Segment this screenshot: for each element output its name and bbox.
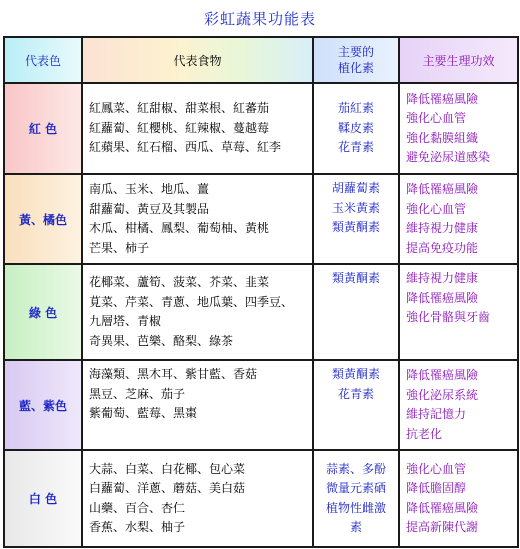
phytochemical-cell <box>313 83 399 174</box>
phytochemical-cell <box>313 360 399 450</box>
phytochemical-line: 胡蘿蔔素 <box>331 181 380 195</box>
function-line: 強化心血管 <box>406 111 467 125</box>
header-food: 代表食物 <box>82 37 313 83</box>
table-row <box>4 264 518 360</box>
function-line: 抗老化 <box>406 426 443 441</box>
phytochemical-cell <box>313 264 399 360</box>
color-name: 藍、紫色 <box>4 360 82 450</box>
food-line: 芒果、柿子 <box>89 240 150 255</box>
page-title: 彩虹蔬果功能表 <box>203 9 316 28</box>
food-line: 南瓜、玉米、地瓜、薑 <box>89 182 210 196</box>
food-cell <box>82 264 313 360</box>
function-line: 降低罹癌風險 <box>406 182 479 196</box>
function-line: 強化骨骼與牙齒 <box>406 310 491 324</box>
color-name: 白 色 <box>4 450 82 547</box>
food-cell <box>82 83 313 174</box>
food-line: 紅蘿蔔、紅櫻桃、紅辣椒、蔓越莓 <box>89 120 270 135</box>
phytochemical-line: 微量元素硒 <box>325 481 386 495</box>
phytochemical-line: 玉米黃素 <box>331 200 380 215</box>
function-cell <box>399 264 518 360</box>
function-line: 降低罹癌風險 <box>406 91 479 106</box>
phytochemical-cell <box>313 174 399 264</box>
function-line: 提高新陳代謝 <box>406 520 479 534</box>
function-line: 降低罹癌風險 <box>406 368 479 382</box>
header-function: 主要生理功效 <box>399 37 518 83</box>
table-row <box>4 360 518 450</box>
phytochemical-line: 素 <box>349 520 362 534</box>
food-line: 紅鳳菜、紅甜椒、甜菜根、紅蕃茄 <box>89 101 270 116</box>
header-phytochemical <box>313 37 399 83</box>
function-line: 提高免疫功能 <box>406 240 479 255</box>
function-cell <box>399 83 518 174</box>
food-line: 木瓜、柑橘、鳳梨、葡萄柚、黃桃 <box>89 221 270 235</box>
color-name: 紅 色 <box>4 83 82 174</box>
food-line: 奇異果、芭樂、酪梨、綠茶 <box>89 333 234 348</box>
function-cell <box>399 360 518 450</box>
table-row <box>4 450 518 547</box>
phytochemical-line: 花青素 <box>337 140 374 155</box>
function-line: 維持視力健康 <box>406 221 479 235</box>
header-row <box>4 37 518 83</box>
food-line: 莧菜、芹菜、青蔥、地瓜葉、四季豆、 <box>89 294 294 309</box>
phytochemical-line: 類黃酮素 <box>331 271 380 285</box>
food-line: 九層塔、青椒 <box>89 314 162 328</box>
function-line: 避免泌尿道感染 <box>406 150 491 164</box>
header-color: 代表色 <box>4 37 82 83</box>
food-line: 香蕉、水梨、柚子 <box>89 520 186 534</box>
function-line: 強化黏膜組織 <box>406 130 479 145</box>
food-cell <box>82 450 313 547</box>
color-name: 綠 色 <box>4 264 82 360</box>
food-line: 白蘿蔔、洋蔥、蘑菇、美白菇 <box>89 481 246 495</box>
phytochemical-line: 植物性雌激 <box>325 500 386 515</box>
header-phytochemical-line: 植化素 <box>337 61 374 75</box>
table-row <box>4 174 518 264</box>
function-line: 降低罹癌風險 <box>406 500 479 515</box>
color-name: 黃、橘色 <box>4 174 82 264</box>
food-line: 紫葡萄、藍莓、黑棗 <box>89 406 198 420</box>
food-line: 山藥、百合、杏仁 <box>89 500 186 515</box>
food-line: 黑豆、芝麻、茄子 <box>89 386 186 401</box>
function-table <box>3 36 519 548</box>
phytochemical-line: 類黃酮素 <box>331 220 380 234</box>
table-row <box>4 83 518 174</box>
food-cell <box>82 360 313 450</box>
header-phytochemical-line: 主要的 <box>337 45 374 59</box>
phytochemical-line: 蒜素、多酚 <box>325 461 386 476</box>
food-line: 甜蘿蔔、黃豆及其製品 <box>89 201 210 216</box>
function-line: 強化心血管 <box>406 461 467 476</box>
phytochemical-line: 茄紅素 <box>337 101 374 116</box>
food-cell <box>82 174 313 264</box>
function-line: 維持視力健康 <box>406 271 479 285</box>
function-line: 維持記憶力 <box>406 407 467 421</box>
phytochemical-cell <box>313 450 399 547</box>
food-line: 花椰菜、蘆筍、菠菜、芥菜、韭菜 <box>89 275 270 289</box>
function-line: 強化心血管 <box>406 201 467 216</box>
function-line: 強化泌尿系統 <box>406 387 479 402</box>
phytochemical-line: 花青素 <box>337 386 374 401</box>
food-line: 大蒜、白菜、白花椰、包心菜 <box>89 461 246 476</box>
food-line: 紅蘋果、紅石榴、西瓜、草莓、紅李 <box>89 140 282 155</box>
function-cell <box>399 174 518 264</box>
function-line: 降低膽固醇 <box>406 481 467 495</box>
food-line: 海藻類、黑木耳、紫甘藍、香菇 <box>89 367 258 381</box>
function-cell <box>399 450 518 547</box>
function-line: 降低罹癌風險 <box>406 290 479 305</box>
phytochemical-line: 鞣皮素 <box>337 120 374 135</box>
phytochemical-line: 類黃酮素 <box>331 367 380 381</box>
